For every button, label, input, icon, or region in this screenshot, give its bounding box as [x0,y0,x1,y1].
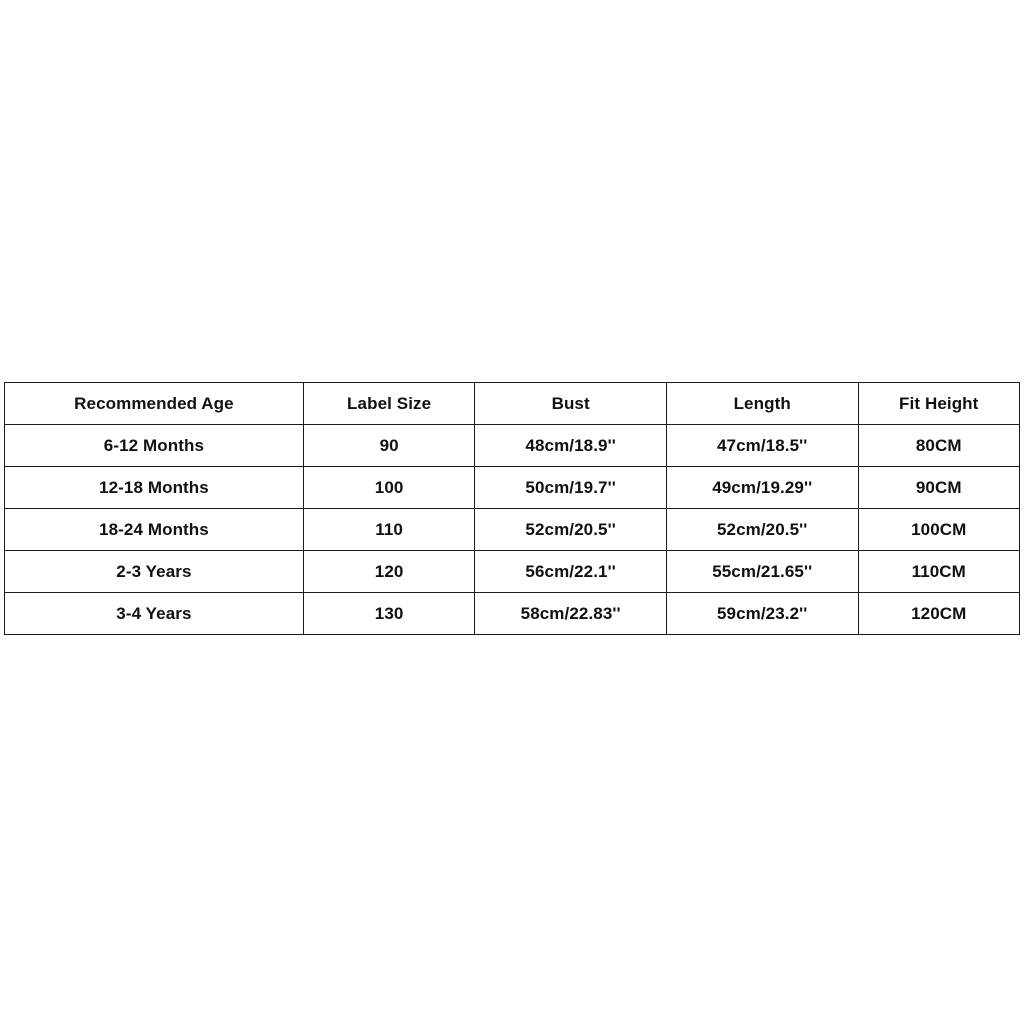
cell-bust: 56cm/22.1'' [475,551,667,593]
header-length: Length [666,383,858,425]
header-bust: Bust [475,383,667,425]
cell-label-size: 100 [303,467,475,509]
table-row [5,425,1020,467]
cell-label-size: 120 [303,551,475,593]
cell-length: 47cm/18.5'' [666,425,858,467]
cell-recommended-age: 2-3 Years [5,551,304,593]
table-row [5,509,1020,551]
cell-length: 49cm/19.29'' [666,467,858,509]
header-fit-height: Fit Height [858,383,1020,425]
cell-label-size: 110 [303,509,475,551]
cell-length: 59cm/23.2'' [666,593,858,635]
table-row [5,467,1020,509]
cell-fit-height: 110CM [858,551,1020,593]
table-row [5,551,1020,593]
cell-length: 55cm/21.65'' [666,551,858,593]
cell-fit-height: 120CM [858,593,1020,635]
table-header [5,383,1020,425]
cell-fit-height: 80CM [858,425,1020,467]
header-row [5,383,1020,425]
cell-bust: 52cm/20.5'' [475,509,667,551]
table-row [5,593,1020,635]
header-recommended-age: Recommended Age [5,383,304,425]
cell-recommended-age: 6-12 Months [5,425,304,467]
cell-bust: 58cm/22.83'' [475,593,667,635]
cell-label-size: 130 [303,593,475,635]
cell-fit-height: 100CM [858,509,1020,551]
cell-recommended-age: 12-18 Months [5,467,304,509]
cell-bust: 50cm/19.7'' [475,467,667,509]
header-label-size: Label Size [303,383,475,425]
cell-bust: 48cm/18.9'' [475,425,667,467]
cell-recommended-age: 18-24 Months [5,509,304,551]
cell-recommended-age: 3-4 Years [5,593,304,635]
cell-fit-height: 90CM [858,467,1020,509]
table-body [5,425,1020,635]
size-chart-table [4,382,1020,635]
cell-length: 52cm/20.5'' [666,509,858,551]
cell-label-size: 90 [303,425,475,467]
